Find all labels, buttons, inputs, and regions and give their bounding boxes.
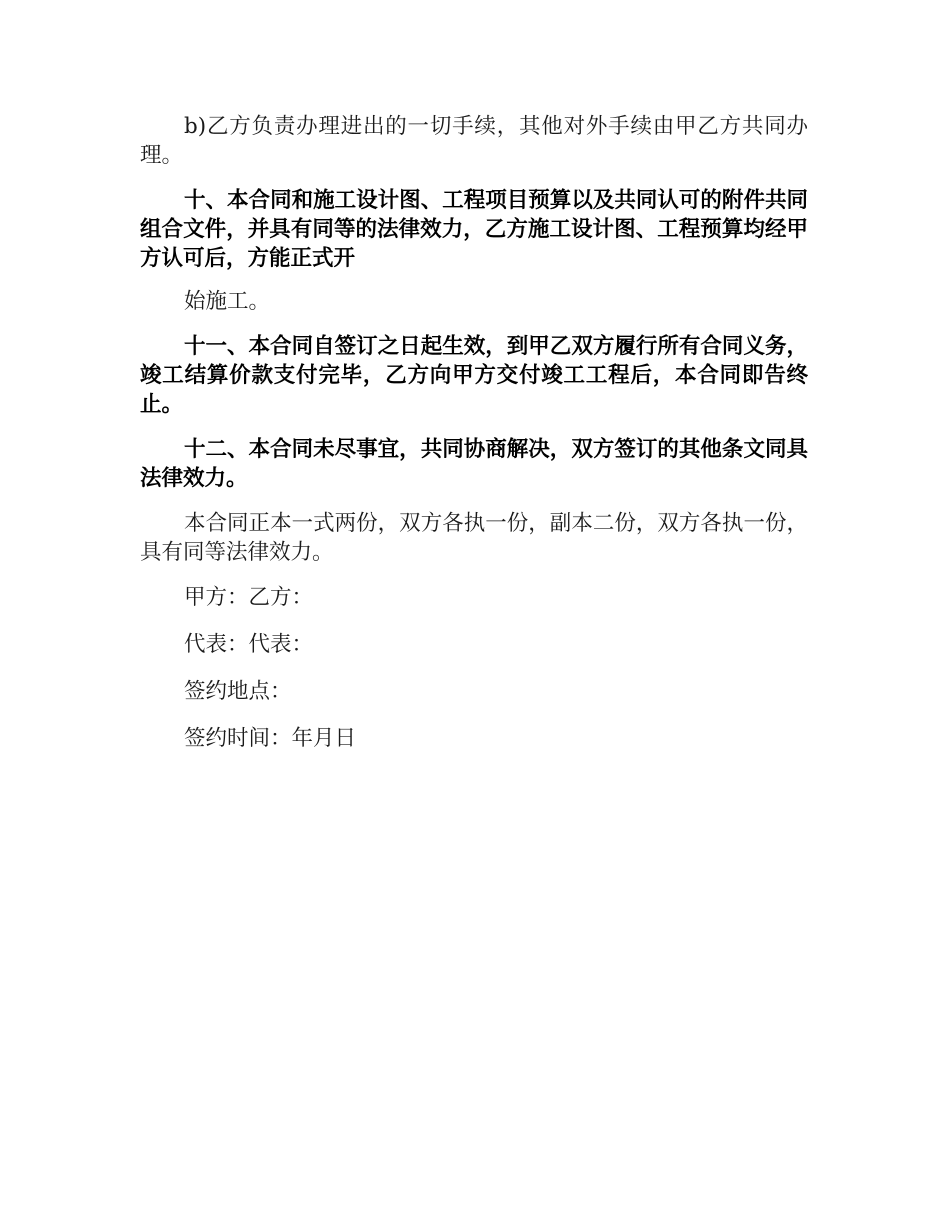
party-a-party-b: 甲方：乙方： [184, 585, 314, 610]
paragraph-procedures: b)乙方负责办理进出的一切手续，其他对外手续由甲乙方共同办理。 [140, 114, 808, 168]
signing-date: 签约时间：年月日 [184, 726, 357, 751]
clause-twelve: 十二、本合同未尽事宜，共同协商解决，双方签订的其他条文同具法律效力。 [140, 437, 808, 491]
signing-place: 签约地点： [184, 679, 292, 704]
clause-eleven: 十一、本合同自签订之日起生效，到甲乙双方履行所有合同义务，竣工结算价款支付完毕，乙方向甲方交付竣工工程后，本合同即告终止。 [140, 334, 808, 417]
clause-ten: 十、本合同和施工设计图、工程项目预算以及共同认可的附件共同组合文件，并具有同等的法律效力，乙方施工设计图、工程预算均经甲方认可后，方能正式开 [140, 188, 808, 271]
paragraph-start-construction: 始施工。 [184, 289, 271, 314]
paragraph-copies: 本合同正本一式两份，双方各执一份，副本二份，双方各执一份，具有同等法律效力。 [140, 511, 808, 565]
representatives: 代表：代表： [184, 632, 314, 657]
document-page [140, 112, 808, 771]
